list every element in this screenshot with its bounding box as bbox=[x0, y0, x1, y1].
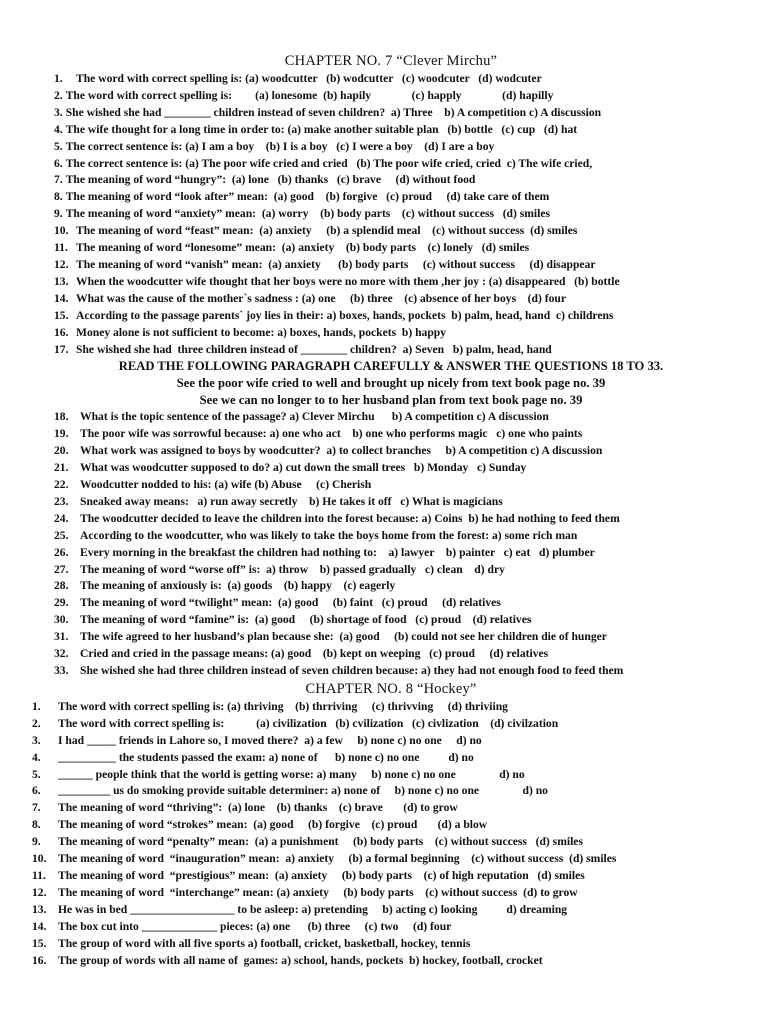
question-number: 29. bbox=[54, 596, 69, 610]
question-item bbox=[54, 156, 728, 173]
question-item bbox=[54, 595, 728, 612]
question-number: 33. bbox=[54, 664, 69, 677]
question-number: 3. bbox=[54, 105, 63, 119]
question-number: 5. bbox=[54, 139, 63, 153]
question-number: 13. bbox=[54, 274, 69, 288]
question-item bbox=[54, 122, 728, 139]
question-number: 1. bbox=[32, 699, 41, 713]
question-text: The meaning of word “lonesome” mean: (a) anxiety (b) body parts (c) lonely (d) smiles bbox=[76, 241, 530, 255]
question-text: The meaning of word “strokes” mean: (a) good (b) forgive (c) proud (d) a blow bbox=[58, 818, 488, 832]
question-item bbox=[54, 325, 728, 342]
question-item bbox=[54, 612, 728, 629]
chapter8-title: CHAPTER NO. 8 “Hockey” bbox=[305, 680, 477, 697]
question-number: 3. bbox=[32, 733, 41, 747]
question-item bbox=[32, 699, 728, 716]
instruction-heading: READ THE FOLLOWING PARAGRAPH CAREFULLY & ANSWER THE QUESTIONS 18 TO 33. bbox=[118, 359, 664, 374]
question-text: She wished she had ________ children instead of seven children? a) Three b) A competition c) A discussion bbox=[65, 105, 602, 119]
question-item bbox=[54, 257, 728, 274]
question-item bbox=[54, 426, 728, 443]
passage-questions bbox=[54, 409, 728, 680]
question-number: 15. bbox=[32, 936, 47, 950]
question-text: The box cut into _____________ pieces: (a) one (b) three (c) two (d) four bbox=[58, 919, 452, 933]
question-text: According to the woodcutter, who was likely to take the boys home from the forest: a) some rich man bbox=[80, 528, 578, 542]
question-number: 7. bbox=[54, 173, 63, 187]
question-number: 1. bbox=[54, 72, 63, 85]
question-item bbox=[54, 578, 728, 595]
question-text: The word with correct spelling is: (a) lonesome (b) hapily (c) happly (d) hapilly bbox=[65, 88, 554, 102]
question-text: Cried and cried in the passage means: (a) good (b) kept on weeping (c) proud (d) relatives bbox=[80, 647, 549, 661]
question-text: The meaning of word “famine” is: (a) good (b) shortage of food (c) proud (d) relatives bbox=[80, 613, 532, 627]
question-text: When the woodcutter wife thought that her boys were no more with them ,her joy : (a) disappeared (b) bottle bbox=[76, 274, 620, 288]
question-text: The meaning of word “vanish” mean: (a) anxiety (b) body parts (c) without success (d) disappear bbox=[76, 257, 596, 271]
question-number: 30. bbox=[54, 613, 69, 627]
question-number: 17. bbox=[54, 342, 69, 356]
question-text: The group of word with all five sports a) football, cricket, basketball, hockey, tennis bbox=[58, 936, 471, 950]
question-text: The word with correct spelling is: (a) thriving (b) thrriving (c) thrivving (d) thriviing bbox=[58, 699, 508, 713]
question-item bbox=[54, 88, 728, 105]
question-text: Woodcutter nodded to his: (a) wife (b) Abuse (c) Cherish bbox=[80, 478, 372, 492]
question-item bbox=[54, 342, 728, 359]
question-number: 23. bbox=[54, 494, 69, 508]
question-text: The word with correct spelling is: (a) woodcutter (b) wodcutter (c) woodcuter (d) wodcuter bbox=[76, 72, 542, 85]
chapter7-questions bbox=[54, 71, 728, 358]
question-item bbox=[54, 274, 728, 291]
question-number: 18. bbox=[54, 410, 69, 424]
question-text: The meaning of word “inauguration” mean: a) anxiety (b) a formal beginning (c) without success (d) smiles bbox=[58, 852, 617, 866]
question-item bbox=[54, 291, 728, 308]
question-number: 2. bbox=[32, 716, 41, 730]
question-number: 13. bbox=[32, 902, 47, 916]
question-number: 7. bbox=[32, 801, 41, 815]
question-number: 9. bbox=[32, 835, 41, 849]
question-text: _________ us do smoking provide suitable determiner: a) none of b) none c) no one d) no bbox=[58, 784, 548, 798]
question-item bbox=[54, 545, 728, 562]
question-item bbox=[54, 477, 728, 494]
question-text: ______ people think that the world is getting worse: a) many b) none c) no one d) no bbox=[58, 767, 525, 781]
question-number: 9. bbox=[54, 207, 63, 221]
question-item bbox=[54, 443, 728, 460]
question-item bbox=[54, 562, 728, 579]
question-number: 11. bbox=[32, 868, 46, 882]
question-item bbox=[32, 919, 728, 936]
question-item bbox=[54, 629, 728, 646]
question-text: The correct sentence is: (a) The poor wife cried and cried (b) The poor wife cried, cried c) The wife cried, bbox=[65, 156, 593, 170]
question-item bbox=[32, 868, 728, 885]
question-text: The wife thought for a long time in order to: (a) make another suitable plan (b) bottle (c) cup (d) hat bbox=[65, 122, 578, 136]
question-text: The group of words with all name of games: a) school, hands, pockets b) hockey, football, crocket bbox=[58, 953, 543, 967]
chapter8-questions bbox=[32, 699, 728, 970]
question-item bbox=[32, 750, 728, 767]
question-text: Sneaked away means: a) run away secretly b) He takes it off c) What is magicians bbox=[80, 494, 503, 508]
question-text: The meaning of word “interchange” mean: (a) anxiety (b) body parts (c) without success (d) to grow bbox=[58, 885, 578, 899]
passage-reference: See the poor wife cried to well and brought up nicely from text book page no. 39 bbox=[176, 376, 606, 391]
question-number: 32. bbox=[54, 647, 69, 661]
question-text: The meaning of word “twilight” mean: (a) good (b) faint (c) proud (d) relatives bbox=[80, 596, 501, 610]
question-text: The correct sentence is: (a) I am a boy (b) I is a boy (c) I were a boy (d) I are a boy bbox=[65, 139, 495, 153]
question-text: The woodcutter decided to leave the children into the forest because: a) Coins b) he had nothing to feed them bbox=[80, 511, 620, 525]
question-number: 28. bbox=[54, 579, 69, 593]
question-number: 25. bbox=[54, 528, 69, 542]
question-item bbox=[32, 733, 728, 750]
question-item bbox=[54, 189, 728, 206]
question-text: She wished she had three children instead of ________ children? a) Seven b) palm, head, hand bbox=[76, 342, 552, 356]
question-item bbox=[54, 105, 728, 122]
question-number: 24. bbox=[54, 511, 69, 525]
question-text: The meaning of word “worse off” is: a) throw b) passed gradually c) clean d) dry bbox=[80, 562, 505, 576]
question-number: 5. bbox=[32, 767, 41, 781]
question-text: What was the cause of the mother`s sadness : (a) one (b) three (c) absence of her boys (d) four bbox=[76, 291, 566, 305]
question-text: What work was assigned to boys by woodcutter? a) to collect branches b) A competition c) A discussion bbox=[80, 444, 603, 458]
question-text: The wife agreed to her husband’s plan because she: (a) good (b) could not see her children die of hunger bbox=[80, 630, 607, 644]
question-text: The meaning of word “anxiety” mean: (a) worry (b) body parts (c) without success (d) smiles bbox=[65, 207, 551, 221]
question-item bbox=[54, 646, 728, 663]
question-item bbox=[54, 206, 728, 223]
question-text: Every morning in the breakfast the children had nothing to: a) lawyer b) painter c) eat d) plumber bbox=[80, 545, 595, 559]
question-item bbox=[54, 528, 728, 545]
question-item bbox=[32, 767, 728, 784]
question-number: 8. bbox=[32, 818, 41, 832]
question-number: 12. bbox=[32, 885, 47, 899]
question-item bbox=[32, 834, 728, 851]
question-item bbox=[54, 240, 728, 257]
question-number: 21. bbox=[54, 461, 69, 475]
question-item bbox=[54, 460, 728, 477]
question-item bbox=[32, 716, 728, 733]
question-item bbox=[54, 409, 728, 426]
question-number: 31. bbox=[54, 630, 69, 644]
question-text: The word with correct spelling is: (a) civilization (b) cvilization (c) civlization (d) civilzation bbox=[58, 716, 559, 730]
question-text: Money alone is not sufficient to become: a) boxes, hands, pockets b) happy bbox=[76, 325, 447, 339]
question-item bbox=[54, 663, 728, 680]
question-item bbox=[54, 511, 728, 528]
question-number: 20. bbox=[54, 444, 69, 458]
question-item bbox=[32, 936, 728, 953]
question-number: 4. bbox=[32, 750, 41, 764]
question-number: 10. bbox=[32, 852, 47, 866]
question-number: 6. bbox=[32, 784, 41, 798]
question-number: 2. bbox=[54, 88, 63, 102]
question-text: The meaning of word “prestigious” mean: (a) anxiety (b) body parts (c) of high reputation (d) smiles bbox=[58, 868, 585, 882]
question-number: 26. bbox=[54, 545, 69, 559]
question-text: __________ the students passed the exam: a) none of b) none c) no one d) no bbox=[58, 750, 474, 764]
question-number: 14. bbox=[32, 919, 47, 933]
question-text: The meaning of word “feast” mean: (a) anxiety (b) a splendid meal (c) without success (d) smiles bbox=[76, 224, 578, 238]
question-number: 16. bbox=[32, 953, 47, 967]
question-number: 27. bbox=[54, 562, 69, 576]
question-number: 15. bbox=[54, 308, 69, 322]
question-item bbox=[32, 800, 728, 817]
question-item bbox=[54, 139, 728, 156]
question-number: 11. bbox=[54, 241, 68, 255]
question-text: He was in bed __________________ to be asleep: a) pretending b) acting c) looking d) dreaming bbox=[58, 902, 568, 916]
question-item bbox=[54, 494, 728, 511]
question-item bbox=[32, 902, 728, 919]
question-item bbox=[32, 953, 728, 970]
question-item bbox=[54, 172, 728, 189]
question-text: What is the topic sentence of the passage? a) Clever Mirchu b) A competition c) A discussion bbox=[80, 410, 549, 424]
question-number: 10. bbox=[54, 224, 69, 238]
question-item bbox=[32, 783, 728, 800]
question-text: What was woodcutter supposed to do? a) cut down the small trees b) Monday c) Sunday bbox=[80, 461, 527, 475]
question-number: 14. bbox=[54, 291, 69, 305]
question-text: The meaning of word “hungry”: (a) lone (b) thanks (c) brave (d) without food bbox=[65, 173, 476, 187]
question-text: According to the passage parents` joy lies in their: a) boxes, hands, pockets b) palm, head, hand c) childrens bbox=[76, 308, 614, 322]
passage-reference: See we can no longer to to her husband plan from text book page no. 39 bbox=[199, 393, 583, 408]
question-number: 12. bbox=[54, 257, 69, 271]
question-item bbox=[32, 851, 728, 868]
question-number: 6. bbox=[54, 156, 63, 170]
question-item bbox=[32, 817, 728, 834]
question-number: 4. bbox=[54, 122, 63, 136]
question-item bbox=[54, 223, 728, 240]
question-text: The meaning of word “look after” mean: (a) good (b) forgive (c) proud (d) take care of them bbox=[65, 190, 550, 204]
question-number: 8. bbox=[54, 190, 63, 204]
question-number: 22. bbox=[54, 478, 69, 492]
question-text: The poor wife was sorrowful because: a) one who act b) one who performs magic c) one who paints bbox=[80, 427, 583, 441]
question-item bbox=[54, 308, 728, 325]
question-text: She wished she had three children instead of seven children because: a) they had not enough food to feed them bbox=[80, 664, 624, 677]
question-item bbox=[54, 71, 728, 88]
question-number: 16. bbox=[54, 325, 69, 339]
question-item bbox=[32, 885, 728, 902]
question-text: The meaning of word “thriving”: (a) lone (b) thanks (c) brave (d) to grow bbox=[58, 801, 458, 815]
question-text: I had _____ friends in Lahore so, I moved there? a) a few b) none c) no one d) no bbox=[58, 733, 482, 747]
question-number: 19. bbox=[54, 427, 69, 441]
question-text: The meaning of word “penalty” mean: (a) a punishment (b) body parts (c) without success (d) smiles bbox=[58, 835, 583, 849]
chapter7-title: CHAPTER NO. 7 “Clever Mirchu” bbox=[284, 53, 498, 69]
question-text: The meaning of anxiously is: (a) goods (b) happy (c) eagerly bbox=[80, 579, 396, 593]
